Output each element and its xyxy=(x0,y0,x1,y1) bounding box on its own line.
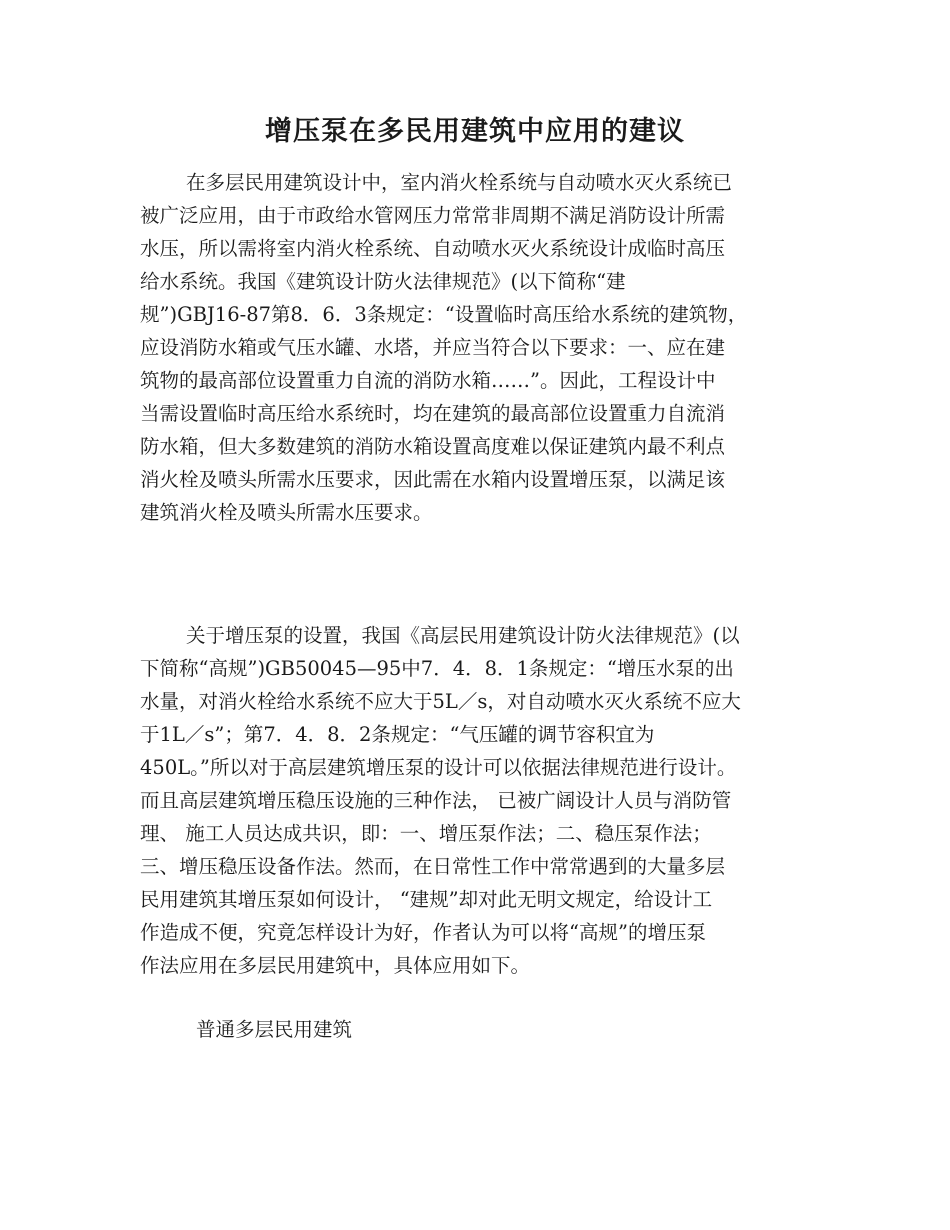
paragraph-line: 被广泛应用，由于市政给水管网压力常常非周期不满足消防设计所需 xyxy=(140,204,726,227)
paragraph-line: 作法应用在多层民用建筑中，具体应用如下。 xyxy=(140,954,531,977)
paragraph-line: 规”)GBJ16-87第8．6．3条规定：“设置临时高压给水系统的建筑物， xyxy=(140,303,748,326)
paragraph-line: 给水系统。我国《建筑设计防火法律规范》(以下简称“建 xyxy=(140,270,626,293)
paragraph-line: 关于增压泵的设置，我国《高层民用建筑设计防火法律规范》(以 xyxy=(186,624,740,647)
paragraph-line: 理、 施工人员达成共识，即：一、增压泵作法；二、稳压泵作法； xyxy=(140,822,712,845)
paragraph-line: 三、增压稳压设备作法。然而，在日常性工作中常常遇到的大量多层 xyxy=(140,855,726,878)
document-title: 增压泵在多民用建筑中应用的建议 xyxy=(265,116,685,147)
paragraph-line: 水量，对消火栓给水系统不应大于5L／s，对自动喷水灭火系统不应大 xyxy=(140,690,741,713)
paragraph-line: 在多层民用建筑设计中，室内消火栓系统与自动喷水灭火系统已 xyxy=(186,171,733,194)
paragraph-2 xyxy=(140,619,830,982)
paragraph-line: 消火栓及喷头所需水压要求，因此需在水箱内设置增压泵，以满足该 xyxy=(140,468,726,491)
paragraph-line: 建筑消火栓及喷头所需水压要求。 xyxy=(140,501,433,524)
paragraph-line: 筑物的最高部位设置重力自流的消防水箱……”。因此，工程设计中 xyxy=(140,369,716,392)
paragraph-line: 而且高层建筑增压稳压设施的三种作法， 已被广阔设计人员与消防管 xyxy=(140,789,732,812)
section-heading: 普通多层民用建筑 xyxy=(196,1018,353,1041)
paragraph-line: 450L。”所以对于高层建筑增压泵的设计可以依据法律规范进行设计。 xyxy=(140,756,737,779)
paragraph-line: 当需设置临时高压给水系统时，均在建筑的最高部位设置重力自流消 xyxy=(140,402,726,425)
paragraph-line: 于1L／s”；第7．4．8．2条规定：“气压罐的调节容积宜为 xyxy=(140,723,655,746)
paragraph-line: 应设消防水箱或气压水罐、水塔，并应当符合以下要求：一、应在建 xyxy=(140,336,726,359)
paragraph-line: 民用建筑其增压泵如何设计， “建规”却对此无明文规定，给设计工 xyxy=(140,888,713,911)
paragraph-line: 防水箱，但大多数建筑的消防水箱设置高度难以保证建筑内最不利点 xyxy=(140,435,726,458)
paragraph-line: 作造成不便，究竟怎样设计为好，作者认为可以将“高规”的增压泵 xyxy=(140,921,706,944)
paragraph-line: 水压，所以需将室内消火栓系统、自动喷水灭火系统设计成临时高压 xyxy=(140,237,726,260)
paragraph-1 xyxy=(140,166,830,529)
paragraph-line: 下简称“高规”)GB50045—95中7．4．8．1条规定：“增压水泵的出 xyxy=(140,657,734,680)
